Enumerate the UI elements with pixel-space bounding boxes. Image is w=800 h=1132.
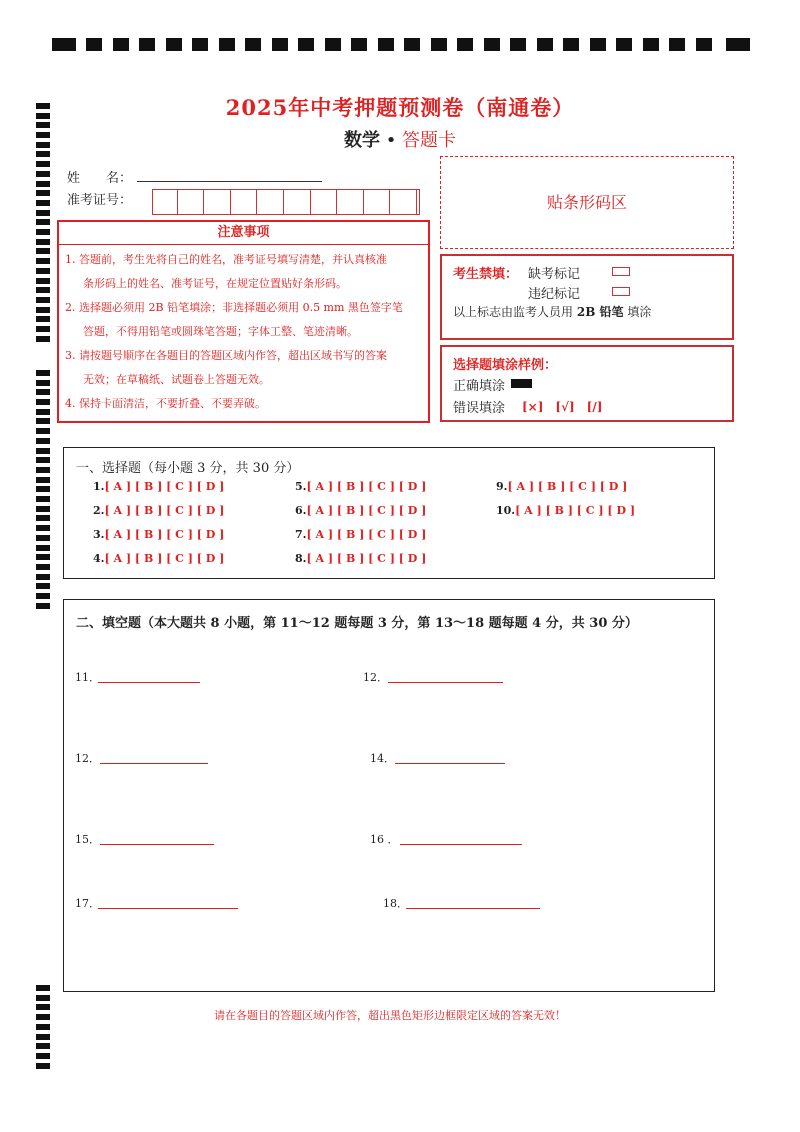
timing-mark xyxy=(36,268,50,274)
id-number-field[interactable] xyxy=(152,189,420,215)
notice-item xyxy=(65,368,422,392)
timing-mark xyxy=(36,574,50,580)
timing-mark xyxy=(36,409,50,415)
timing-mark xyxy=(36,418,50,424)
answer-options[interactable]: [ A ] [ B ] [ C ] [ D ] xyxy=(104,552,225,565)
absent-mark-box[interactable] xyxy=(612,267,630,276)
correct-fill-label: 正确填涂 xyxy=(453,379,506,394)
timing-mark xyxy=(36,1024,50,1030)
timing-mark xyxy=(36,496,50,502)
blank-question xyxy=(75,669,100,685)
question-number: 17． xyxy=(75,897,100,910)
notice-item-number xyxy=(65,368,83,392)
notice-item-number: 4. xyxy=(65,397,76,410)
name-field[interactable] xyxy=(137,181,322,182)
timing-mark xyxy=(726,38,750,51)
timing-mark xyxy=(36,545,50,551)
question-number: 1. xyxy=(93,480,105,493)
exam-ban-label: 考生禁填： xyxy=(453,267,519,282)
timing-mark xyxy=(36,326,50,332)
answer-options[interactable]: [ A ] [ B ] [ C ] [ D ] xyxy=(104,480,225,493)
name-label: 姓 名： xyxy=(67,171,133,186)
notice-item-text: 选择题必须用 2B 铅笔填涂；非选择题必须用 0.5 mm 黑色签字笔 xyxy=(79,301,403,314)
timing-mark xyxy=(36,467,50,473)
notice-item xyxy=(65,272,422,296)
wrong-fill-samples: [×] [√] [/] xyxy=(522,400,603,414)
blank-question xyxy=(75,831,100,847)
answer-blank[interactable] xyxy=(395,763,505,764)
fill-sample-title: 选择题填涂样例： xyxy=(453,358,558,373)
timing-mark xyxy=(192,38,208,51)
timing-mark xyxy=(36,307,50,313)
answer-options[interactable]: [ A ] [ B ] [ C ] [ D ] xyxy=(104,528,225,541)
timing-mark xyxy=(537,38,553,51)
id-digit-box[interactable] xyxy=(261,190,284,214)
timing-mark xyxy=(166,38,182,51)
answer-blank[interactable] xyxy=(406,908,540,909)
notice-item-text: 请按题号顺序在各题目的答题区域内作答，超出区域书写的答案 xyxy=(79,349,387,362)
notice-item xyxy=(65,392,422,416)
timing-mark xyxy=(36,1053,50,1059)
id-digit-box[interactable] xyxy=(235,190,258,214)
question-number: 7. xyxy=(295,528,307,541)
notice-item xyxy=(65,320,422,344)
timing-mark xyxy=(36,428,50,434)
section1-title: 一、选择题（每小题 3 分，共 30 分） xyxy=(76,461,300,476)
notice-box xyxy=(57,220,430,423)
notice-item-text: 答题前，考生先将自己的姓名，准考证号填写清楚，并认真核准 xyxy=(79,253,387,266)
subtitle-dot: • xyxy=(385,130,397,151)
answer-options[interactable]: [ A ] [ B ] [ C ] [ D ] xyxy=(515,504,636,517)
blank-question xyxy=(383,895,408,911)
notice-item xyxy=(65,296,422,320)
timing-mark xyxy=(36,448,50,454)
card-label: 答题卡 xyxy=(402,130,457,151)
timing-mark xyxy=(36,525,50,531)
timing-mark xyxy=(484,38,500,51)
correct-fill-sample xyxy=(511,379,532,388)
timing-mark xyxy=(36,593,50,599)
answer-options[interactable]: [ A ] [ B ] [ C ] [ D ] xyxy=(306,528,427,541)
choice-question xyxy=(93,504,224,517)
question-number: 12． xyxy=(75,752,100,765)
blank-question xyxy=(370,750,395,766)
question-number: 16 ． xyxy=(370,833,399,846)
timing-mark xyxy=(52,38,76,51)
timing-mark xyxy=(351,38,367,51)
answer-blank[interactable] xyxy=(98,682,200,683)
choice-question xyxy=(93,480,224,493)
timing-mark xyxy=(36,554,50,560)
blank-question xyxy=(75,750,100,766)
timing-mark xyxy=(36,210,50,216)
timing-mark xyxy=(36,258,50,264)
timing-mark xyxy=(696,38,712,51)
timing-mark xyxy=(245,38,261,51)
timing-mark xyxy=(36,1063,50,1069)
question-number: 9. xyxy=(496,480,508,493)
choice-question xyxy=(496,480,627,493)
id-digit-box[interactable] xyxy=(155,190,178,214)
choice-question xyxy=(93,528,224,541)
notice-title: 注意事项 xyxy=(59,222,428,245)
timing-mark xyxy=(36,506,50,512)
timing-mark xyxy=(36,603,50,609)
notice-item-text: 条形码上的姓名、准考证号，在规定位置贴好条形码。 xyxy=(83,277,347,290)
timing-mark xyxy=(643,38,659,51)
question-number: 12． xyxy=(363,671,388,684)
question-number: 6. xyxy=(295,504,307,517)
notice-item-number xyxy=(65,320,83,344)
answer-blank[interactable] xyxy=(100,763,208,764)
choice-question xyxy=(295,480,426,493)
id-label: 准考证号： xyxy=(67,193,133,208)
answer-options[interactable]: [ A ] [ B ] [ C ] [ D ] xyxy=(306,504,427,517)
notice-item-number: 1. xyxy=(65,253,76,266)
timing-mark xyxy=(457,38,473,51)
exam-ban-note-post: 填涂 xyxy=(627,305,652,319)
timing-mark xyxy=(590,38,606,51)
choice-question xyxy=(295,552,426,565)
blank-question xyxy=(75,895,100,911)
question-number: 18． xyxy=(383,897,408,910)
timing-mark xyxy=(36,336,50,342)
timing-mark xyxy=(36,297,50,303)
timing-mark xyxy=(36,190,50,196)
timing-mark xyxy=(36,583,50,589)
question-number: 5. xyxy=(295,480,307,493)
timing-mark xyxy=(36,564,50,570)
notice-item xyxy=(65,248,422,272)
answer-options[interactable]: [ A ] [ B ] [ C ] [ D ] xyxy=(306,552,427,565)
answer-options[interactable]: [ A ] [ B ] [ C ] [ D ] xyxy=(507,480,628,493)
id-digit-box[interactable] xyxy=(208,190,231,214)
timing-mark xyxy=(36,161,50,167)
notice-item-text: 答题，不得用铅笔或圆珠笔答题；字体工整、笔迹清晰。 xyxy=(83,325,358,338)
timing-mark xyxy=(36,438,50,444)
timing-mark xyxy=(36,181,50,187)
answer-blank[interactable] xyxy=(100,844,214,845)
question-number: 3. xyxy=(93,528,105,541)
id-digit-box[interactable] xyxy=(315,190,338,214)
timing-mark xyxy=(36,248,50,254)
timing-mark xyxy=(113,38,129,51)
subject-label: 数学 xyxy=(343,130,380,151)
timing-mark xyxy=(669,38,685,51)
page-subtitle xyxy=(0,126,800,152)
timing-mark xyxy=(378,38,394,51)
exam-ban-box xyxy=(440,254,734,340)
id-digit-box[interactable] xyxy=(368,190,391,214)
absent-mark-label: 缺考标记 xyxy=(528,267,581,282)
timing-mark xyxy=(36,287,50,293)
timing-mark xyxy=(86,38,102,51)
fill-sample-box xyxy=(440,345,734,422)
page-title: 2025年中考押题预测卷（南通卷） xyxy=(225,95,575,120)
footer-note-text: 请在各题目的答题区域内作答，超出黑色矩形边框限定区域的答案无效！ xyxy=(214,1009,566,1022)
question-number: 15． xyxy=(75,833,100,846)
notice-item-text: 保持卡面清洁，不要折叠、不要弄破。 xyxy=(79,397,266,410)
id-digit-box[interactable] xyxy=(288,190,311,214)
barcode-area: 贴条形码区 xyxy=(440,156,734,249)
section2-title: 二、填空题（本大题共 8 小题，第 11～12 题每题 3 分，第 13～18 题每题 4 分，共 30 分） xyxy=(76,616,638,631)
choice-question xyxy=(295,504,426,517)
answer-blank[interactable] xyxy=(388,682,503,683)
timing-mark xyxy=(36,389,50,395)
id-digit-box[interactable] xyxy=(182,190,205,214)
timing-mark xyxy=(616,38,632,51)
notice-item-text: 无效；在草稿纸、试题卷上答题无效。 xyxy=(83,373,270,386)
violation-mark-label: 违纪标记 xyxy=(528,287,581,302)
timing-mark xyxy=(36,200,50,206)
timing-mark xyxy=(36,457,50,463)
timing-mark xyxy=(36,229,50,235)
timing-mark xyxy=(272,38,288,51)
timing-mark xyxy=(510,38,526,51)
timing-mark xyxy=(36,278,50,284)
answer-blank[interactable] xyxy=(98,908,238,909)
timing-mark xyxy=(36,219,50,225)
exam-ban-note xyxy=(453,303,651,320)
timing-mark xyxy=(36,486,50,492)
timing-mark xyxy=(36,370,50,376)
question-number: 4. xyxy=(93,552,105,565)
id-digit-box[interactable] xyxy=(341,190,364,214)
wrong-fill-label: 错误填涂 xyxy=(453,401,506,416)
exam-ban-note-bold: 2B 铅笔 xyxy=(576,305,624,319)
choice-question xyxy=(496,504,635,517)
choice-question xyxy=(93,552,224,565)
timing-mark xyxy=(36,995,50,1001)
timing-mark xyxy=(139,38,155,51)
timing-mark xyxy=(36,1043,50,1049)
timing-mark xyxy=(36,316,50,322)
footer-note xyxy=(0,1007,720,1023)
answer-blank[interactable] xyxy=(400,844,522,845)
notice-item-number: 3. xyxy=(65,349,76,362)
notice-item xyxy=(65,344,422,368)
notice-item-number xyxy=(65,272,83,296)
timing-mark xyxy=(36,1034,50,1040)
choice-question xyxy=(295,528,426,541)
notice-list xyxy=(59,245,428,416)
timing-mark xyxy=(36,239,50,245)
question-number: 11． xyxy=(75,671,100,684)
timing-mark xyxy=(36,380,50,386)
timing-mark xyxy=(36,515,50,521)
timing-mark xyxy=(36,399,50,405)
timing-mark xyxy=(219,38,235,51)
timing-mark xyxy=(298,38,314,51)
timing-mark xyxy=(325,38,341,51)
timing-mark xyxy=(36,985,50,991)
timing-mark xyxy=(563,38,579,51)
blank-question xyxy=(370,831,399,847)
notice-item-number: 2. xyxy=(65,301,76,314)
id-digit-box[interactable] xyxy=(394,190,417,214)
answer-options[interactable]: [ A ] [ B ] [ C ] [ D ] xyxy=(306,480,427,493)
timing-mark xyxy=(431,38,447,51)
timing-mark xyxy=(404,38,420,51)
blank-question xyxy=(363,669,388,685)
timing-mark xyxy=(36,535,50,541)
question-number: 14． xyxy=(370,752,395,765)
exam-ban-note-pre: 以上标志由监考人员用 xyxy=(453,305,574,319)
answer-options[interactable]: [ A ] [ B ] [ C ] [ D ] xyxy=(104,504,225,517)
question-number: 2. xyxy=(93,504,105,517)
question-number: 10. xyxy=(496,504,516,517)
violation-mark-box[interactable] xyxy=(612,287,630,296)
timing-mark xyxy=(36,171,50,177)
section-fill-blank xyxy=(63,599,715,992)
timing-mark xyxy=(36,477,50,483)
question-number: 8. xyxy=(295,552,307,565)
